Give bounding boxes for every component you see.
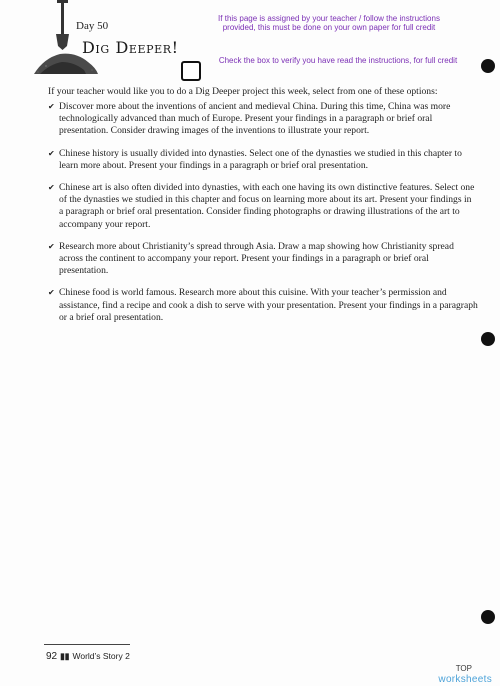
option-text: Research more about Christianity’s spread through Asia. Draw a map showing how Christianity spread across the continent to accompany your report. Present your findings in a paragraph or brief oral presentation. [59, 240, 454, 277]
checkmark-icon: ✔ [48, 183, 55, 193]
option-item [48, 287, 478, 324]
footer-divider [44, 644, 130, 645]
option-text: Chinese art is also often divided into dynasties, with each one having its own distinctive features. Select one of the dynasties we studied in this chapter and focus on learning more about its art. Present your findings in a paragraph or brief oral presentation. Consider finding photographs or drawing illustrations of the art to accompany your report. [59, 182, 475, 230]
option-text: Chinese history is usually divided into dynasties. Select one of the dynasties we studied in this chapter to learn more about. Present your findings in a paragraph or brief oral presentation. [59, 147, 462, 171]
brand-name: worksheets [438, 674, 492, 685]
book-title: World’s Story 2 [72, 651, 130, 661]
checkmark-icon: ✔ [48, 102, 55, 111]
binder-hole [481, 332, 495, 346]
separator-icon: ▮▮ [60, 651, 70, 661]
checkbox-instruction-note: Check the box to verify you have read the instructions, for full credit [218, 56, 458, 65]
binder-hole [481, 610, 495, 624]
day-label: Day 50 [76, 20, 109, 32]
options-list [48, 101, 478, 334]
option-item [48, 182, 478, 231]
intro-text: If your teacher would like you to do a Dig Deeper project this week, select from one of these options: [48, 86, 438, 97]
page-footer [46, 651, 130, 662]
section-title: Dig Deeper! [82, 38, 179, 57]
option-text: Chinese food is world famous. Research more about this cuisine. With your teacher’s permission and assistance, find a recipe and cook a dish to serve with your presentation. Present your findings in a paragraph or a brief oral presentation. [59, 287, 478, 323]
option-text: Discover more about the inventions of ancient and medieval China. During this time, China was more technologically advanced than much of Europe. Present your findings in a paragraph or brief oral presentation. Consider drawing images of the inventions to illustrate your report. [59, 101, 451, 137]
checkmark-icon: ✔ [48, 288, 55, 298]
verify-checkbox[interactable] [181, 61, 201, 81]
option-item [48, 241, 478, 278]
brand-logo [438, 664, 492, 684]
binder-hole [481, 59, 495, 73]
option-item [48, 148, 478, 172]
option-item [48, 101, 478, 138]
teacher-instruction-note: If this page is assigned by your teacher / follow the instructions provided, this must be done on your own paper for full credit [218, 14, 440, 32]
page-number: 92 [46, 651, 58, 662]
brand-top: TOP [455, 664, 472, 673]
checkmark-icon: ✔ [48, 148, 55, 158]
checkmark-icon: ✔ [48, 241, 55, 251]
